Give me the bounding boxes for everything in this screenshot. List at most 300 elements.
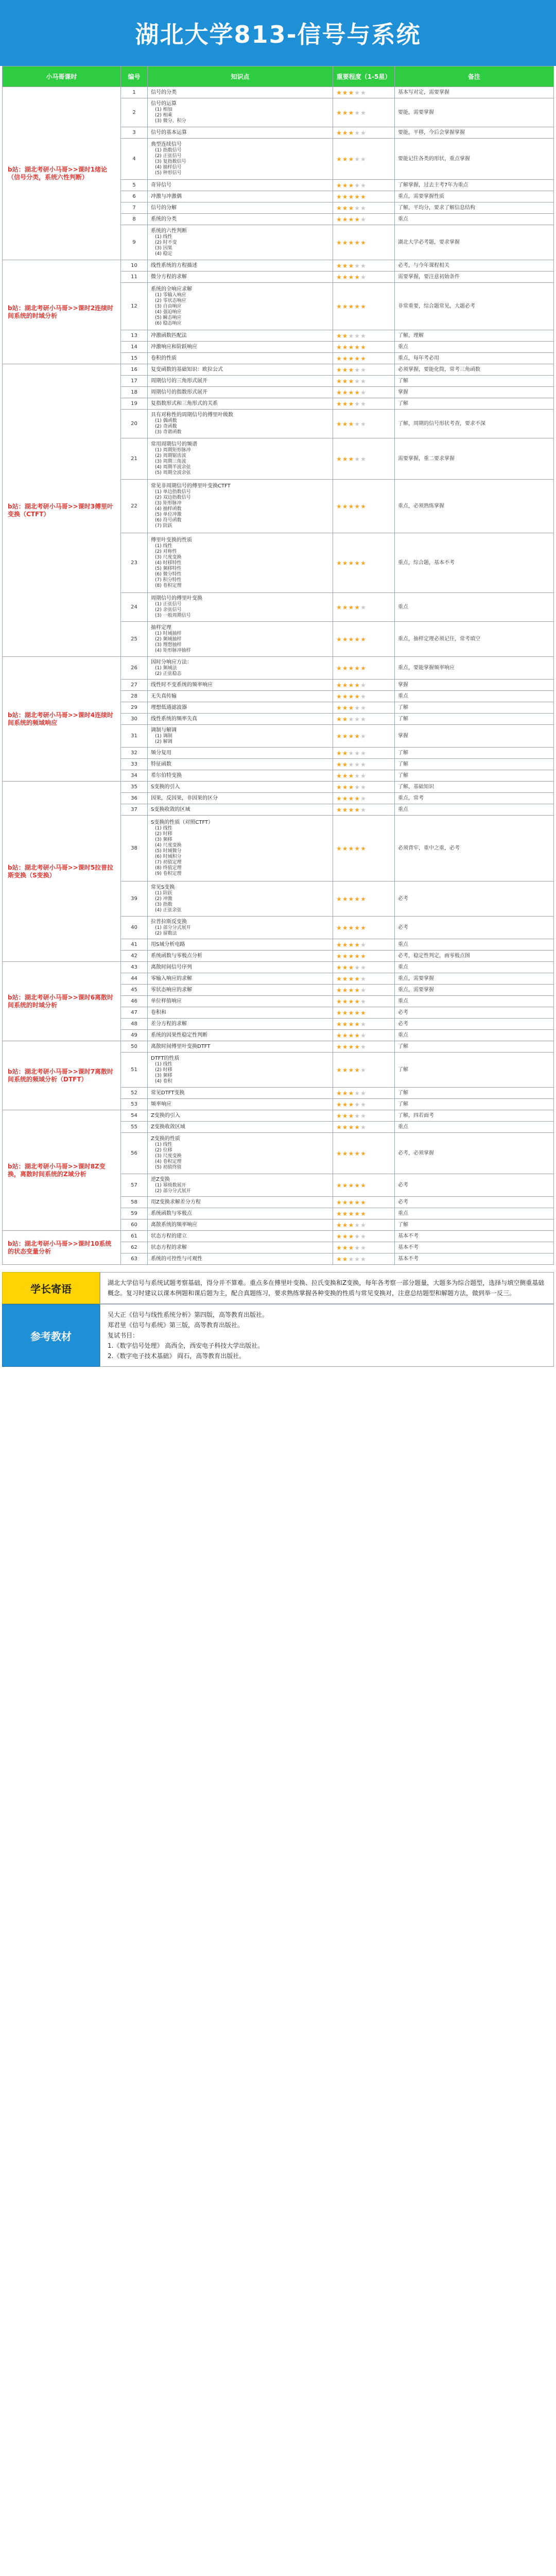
knowledge-point-subitem: (4) 时移特性 bbox=[155, 560, 182, 566]
header-importance: 重要程度（1-5星） bbox=[333, 66, 395, 87]
knowledge-point-subitem: (2) 频域抽样 bbox=[155, 636, 182, 642]
knowledge-point-title: 常用周期信号的频谱 bbox=[151, 442, 197, 447]
star-icon: ★ bbox=[336, 354, 342, 362]
star-icon: ★ bbox=[354, 388, 361, 396]
knowledge-point-subitem: (4) 抽样函数 bbox=[155, 506, 182, 512]
knowledge-point bbox=[148, 225, 333, 260]
star-icon: ★ bbox=[336, 181, 342, 189]
star-icon: ★ bbox=[336, 895, 342, 903]
star-icon: ★ bbox=[360, 1181, 367, 1189]
knowledge-point-title: 逆Z变换 bbox=[151, 1176, 170, 1182]
knowledge-point-title: 因果，反因果，非因果的区分 bbox=[151, 795, 218, 801]
knowledge-point bbox=[148, 330, 333, 342]
knowledge-point-title: 微分方程的求解 bbox=[151, 274, 187, 280]
star-icon: ★ bbox=[336, 732, 342, 740]
star-icon: ★ bbox=[336, 343, 342, 351]
row-number: 60 bbox=[121, 1219, 148, 1231]
knowledge-point bbox=[148, 962, 333, 973]
star-icon: ★ bbox=[348, 1221, 355, 1229]
star-icon: ★ bbox=[354, 354, 361, 362]
remark: 重点，要能掌握频率响应 bbox=[395, 657, 554, 680]
knowledge-point-title: Z变换的引入 bbox=[151, 1112, 180, 1118]
star-icon: ★ bbox=[360, 262, 367, 269]
star-icon: ★ bbox=[336, 635, 342, 643]
knowledge-point-title: 零输入响应的求解 bbox=[151, 975, 192, 981]
importance-stars bbox=[333, 962, 395, 973]
star-icon: ★ bbox=[360, 1009, 367, 1016]
knowledge-point-title: 卷积和 bbox=[151, 1009, 166, 1015]
knowledge-point-subitem: (2) 周期锯齿波 bbox=[155, 453, 186, 459]
star-icon: ★ bbox=[336, 1198, 342, 1206]
book-line: 2.《数字电子技术基础》 阎石，高等教育出版社。 bbox=[108, 1352, 246, 1360]
row-number: 7 bbox=[121, 202, 148, 214]
remark: 重点，需要掌握 bbox=[395, 985, 554, 996]
star-icon: ★ bbox=[342, 1089, 349, 1097]
star-icon: ★ bbox=[354, 1198, 361, 1206]
star-icon: ★ bbox=[354, 924, 361, 931]
knowledge-point-subitem: (4) 抽样信号 bbox=[155, 165, 182, 170]
star-icon: ★ bbox=[342, 664, 349, 672]
knowledge-point-title: 离散系统的频率响应 bbox=[151, 1222, 197, 1228]
knowledge-point-title: 系统的六性判断 bbox=[151, 228, 187, 234]
table-row bbox=[3, 87, 554, 98]
knowledge-point-subitem: (3) 一般周期信号 bbox=[155, 613, 191, 618]
knowledge-point-title: 常见非周期信号的傅里叶变换CTFT bbox=[151, 483, 231, 489]
knowledge-point bbox=[148, 1174, 333, 1197]
star-icon: ★ bbox=[342, 215, 349, 223]
star-icon: ★ bbox=[336, 997, 342, 1005]
star-icon: ★ bbox=[336, 941, 342, 948]
star-icon: ★ bbox=[354, 1031, 361, 1039]
star-icon: ★ bbox=[342, 455, 349, 463]
star-icon: ★ bbox=[336, 332, 342, 340]
knowledge-point-title: DTFT的性质 bbox=[151, 1055, 180, 1061]
star-icon: ★ bbox=[336, 806, 342, 814]
star-icon: ★ bbox=[348, 732, 355, 740]
star-icon: ★ bbox=[348, 1123, 355, 1131]
knowledge-point-subitem: (3) 自由响应 bbox=[155, 303, 182, 309]
remark: 掌握 bbox=[395, 680, 554, 691]
row-number: 12 bbox=[121, 283, 148, 330]
star-icon: ★ bbox=[336, 273, 342, 281]
knowledge-point bbox=[148, 816, 333, 882]
star-icon: ★ bbox=[360, 1244, 367, 1251]
knowledge-point bbox=[148, 272, 333, 283]
star-icon: ★ bbox=[336, 366, 342, 374]
star-icon: ★ bbox=[354, 806, 361, 814]
star-icon: ★ bbox=[354, 215, 361, 223]
knowledge-point-subitem: (4) 周期半波余弦 bbox=[155, 465, 191, 470]
star-icon: ★ bbox=[348, 1100, 355, 1108]
remark: 基本不考 bbox=[395, 1231, 554, 1242]
remark: 重点 bbox=[395, 1208, 554, 1219]
star-icon: ★ bbox=[360, 1221, 367, 1229]
row-number: 4 bbox=[121, 139, 148, 180]
knowledge-point-subitem: (3) 理想抽样 bbox=[155, 642, 182, 648]
knowledge-point bbox=[148, 376, 333, 387]
table-row bbox=[3, 260, 554, 272]
knowledge-point-subitem: (4) 卷积定理 bbox=[155, 1159, 182, 1164]
star-icon: ★ bbox=[342, 997, 349, 1005]
star-icon: ★ bbox=[342, 941, 349, 948]
star-icon: ★ bbox=[336, 1244, 342, 1251]
star-icon: ★ bbox=[342, 1031, 349, 1039]
knowledge-point-title: 系统的可控性与可观性 bbox=[151, 1256, 202, 1262]
section-lesson-label: b站：湖北考研小马哥>>课时1绪论（信号分类，系统六性判断） bbox=[3, 87, 121, 260]
star-icon: ★ bbox=[354, 975, 361, 982]
star-icon: ★ bbox=[354, 681, 361, 689]
row-number: 40 bbox=[121, 917, 148, 939]
knowledge-point bbox=[148, 1019, 333, 1030]
importance-stars bbox=[333, 680, 395, 691]
importance-stars bbox=[333, 1219, 395, 1231]
remark: 要能记住各类的形状，重点掌握 bbox=[395, 139, 554, 180]
remark: 必考 bbox=[395, 1007, 554, 1019]
knowledge-point-subitem: (1) 零输入响应 bbox=[155, 292, 186, 298]
importance-stars bbox=[333, 438, 395, 480]
importance-stars bbox=[333, 127, 395, 139]
star-icon: ★ bbox=[336, 1255, 342, 1263]
star-icon: ★ bbox=[360, 302, 367, 310]
knowledge-point-subitem: (5) 周期全波余弦 bbox=[155, 470, 191, 476]
importance-stars bbox=[333, 1041, 395, 1053]
knowledge-point-subitem: (1) 部分分式展开 bbox=[155, 925, 191, 930]
star-icon: ★ bbox=[342, 302, 349, 310]
importance-stars bbox=[333, 882, 395, 917]
row-number: 45 bbox=[121, 985, 148, 996]
knowledge-point-subitem: (8) 终值定理 bbox=[155, 866, 182, 871]
knowledge-point bbox=[148, 917, 333, 939]
section-lesson-label: b站：湖北考研小马哥>>课时2连续时间系统的时域分析 bbox=[3, 260, 121, 364]
star-icon: ★ bbox=[360, 1100, 367, 1108]
knowledge-point-subitem: (2) 正弦信号 bbox=[155, 154, 182, 159]
star-icon: ★ bbox=[336, 924, 342, 931]
star-icon: ★ bbox=[360, 109, 367, 116]
knowledge-point-title: 周期信号的指数形式展开 bbox=[151, 389, 207, 395]
remark: 了解掌握，过去主考7年为重点 bbox=[395, 180, 554, 191]
importance-stars bbox=[333, 353, 395, 364]
row-number: 14 bbox=[121, 342, 148, 353]
knowledge-point-subitem: (5) 钟形信号 bbox=[155, 171, 182, 176]
star-icon: ★ bbox=[348, 1066, 355, 1074]
star-icon: ★ bbox=[348, 262, 355, 269]
knowledge-point bbox=[148, 680, 333, 691]
star-icon: ★ bbox=[336, 1221, 342, 1229]
star-icon: ★ bbox=[348, 302, 355, 310]
knowledge-point-subitem: (8) 卷积定理 bbox=[155, 583, 182, 588]
star-icon: ★ bbox=[354, 204, 361, 212]
knowledge-point bbox=[148, 996, 333, 1007]
star-icon: ★ bbox=[348, 1089, 355, 1097]
row-number: 9 bbox=[121, 225, 148, 260]
star-icon: ★ bbox=[342, 354, 349, 362]
knowledge-point-title: 周期信号的三角形式展开 bbox=[151, 378, 207, 384]
star-icon: ★ bbox=[360, 273, 367, 281]
table-row bbox=[3, 364, 554, 376]
star-icon: ★ bbox=[348, 239, 355, 246]
knowledge-point bbox=[148, 1030, 333, 1041]
star-icon: ★ bbox=[360, 366, 367, 374]
star-icon: ★ bbox=[360, 772, 367, 779]
knowledge-point-title: 冲激函数匹配法 bbox=[151, 332, 187, 338]
knowledge-point bbox=[148, 1088, 333, 1099]
star-icon: ★ bbox=[360, 1043, 367, 1050]
star-icon: ★ bbox=[336, 681, 342, 689]
knowledge-point bbox=[148, 973, 333, 985]
importance-stars bbox=[333, 272, 395, 283]
star-icon: ★ bbox=[354, 895, 361, 903]
knowledge-point-title: 状态方程的建立 bbox=[151, 1233, 187, 1239]
star-icon: ★ bbox=[348, 193, 355, 200]
star-icon: ★ bbox=[354, 1149, 361, 1157]
importance-stars bbox=[333, 622, 395, 657]
importance-stars bbox=[333, 139, 395, 180]
row-number: 41 bbox=[121, 939, 148, 951]
star-icon: ★ bbox=[354, 963, 361, 971]
row-number: 46 bbox=[121, 996, 148, 1007]
knowledge-point-subitem: (2) 部分分式展开 bbox=[155, 1188, 191, 1194]
knowledge-point-title: 傅里叶变换的性质 bbox=[151, 537, 192, 543]
star-icon: ★ bbox=[342, 732, 349, 740]
star-icon: ★ bbox=[336, 193, 342, 200]
star-icon: ★ bbox=[348, 1244, 355, 1251]
star-icon: ★ bbox=[354, 692, 361, 700]
knowledge-point-subitem: (2) 时移 bbox=[155, 832, 172, 837]
star-icon: ★ bbox=[360, 455, 367, 463]
section-lesson-label: b站：湖北考研小马哥>>课时7离散时间系统的频域分析（DTFT） bbox=[3, 1041, 121, 1110]
remark: 基本不考 bbox=[395, 1253, 554, 1265]
row-number: 42 bbox=[121, 951, 148, 962]
remark: 了解 bbox=[395, 1088, 554, 1099]
knowledge-point-title: 系统的分类 bbox=[151, 216, 177, 222]
knowledge-point bbox=[148, 387, 333, 398]
star-icon: ★ bbox=[336, 1031, 342, 1039]
star-icon: ★ bbox=[336, 664, 342, 672]
star-icon: ★ bbox=[360, 377, 367, 385]
knowledge-point-title: 状态方程的求解 bbox=[151, 1244, 187, 1250]
knowledge-point bbox=[148, 759, 333, 770]
knowledge-point bbox=[148, 127, 333, 139]
knowledge-point-subitem: (1) 调制 bbox=[155, 733, 172, 739]
star-icon: ★ bbox=[354, 193, 361, 200]
row-number: 52 bbox=[121, 1088, 148, 1099]
knowledge-point-title: 信号的基本运算 bbox=[151, 129, 187, 135]
knowledge-point-subitem: (2) 对称性 bbox=[155, 549, 177, 554]
remark: 必考 bbox=[395, 1019, 554, 1030]
knowledge-point bbox=[148, 951, 333, 962]
star-icon: ★ bbox=[336, 704, 342, 711]
star-icon: ★ bbox=[342, 1043, 349, 1050]
star-icon: ★ bbox=[336, 302, 342, 310]
knowledge-point bbox=[148, 1007, 333, 1019]
row-number: 32 bbox=[121, 748, 148, 759]
importance-stars bbox=[333, 260, 395, 272]
header-knowledge-point: 知识点 bbox=[148, 66, 333, 87]
remark: 掌握 bbox=[395, 387, 554, 398]
star-icon: ★ bbox=[348, 204, 355, 212]
knowledge-point bbox=[148, 480, 333, 533]
knowledge-point bbox=[148, 1253, 333, 1265]
knowledge-point bbox=[148, 657, 333, 680]
star-icon: ★ bbox=[360, 941, 367, 948]
knowledge-point bbox=[148, 1122, 333, 1133]
star-icon: ★ bbox=[342, 895, 349, 903]
knowledge-point-title: 离散时间傅里叶变换DTFT bbox=[151, 1043, 211, 1049]
star-icon: ★ bbox=[360, 603, 367, 611]
star-icon: ★ bbox=[342, 1020, 349, 1028]
remark: 了解 bbox=[395, 1041, 554, 1053]
knowledge-point-subitem: (2) 时移 bbox=[155, 1067, 172, 1073]
remark: 必考 bbox=[395, 917, 554, 939]
star-icon: ★ bbox=[354, 109, 361, 116]
star-icon: ★ bbox=[342, 681, 349, 689]
row-number: 25 bbox=[121, 622, 148, 657]
row-number: 17 bbox=[121, 376, 148, 387]
star-icon: ★ bbox=[360, 844, 367, 852]
star-icon: ★ bbox=[354, 332, 361, 340]
importance-stars bbox=[333, 951, 395, 962]
importance-stars bbox=[333, 702, 395, 714]
star-icon: ★ bbox=[348, 783, 355, 791]
knowledge-point-subitem: (1) 相加 bbox=[155, 107, 172, 112]
importance-stars bbox=[333, 657, 395, 680]
star-icon: ★ bbox=[354, 400, 361, 408]
table-row bbox=[3, 782, 554, 793]
remark: 了解，周期的信号形状考查，要求不深 bbox=[395, 410, 554, 438]
section-lesson-label: b站：湖北考研小马哥>>课时3傅里叶变换（CTFT） bbox=[3, 364, 121, 657]
star-icon: ★ bbox=[354, 941, 361, 948]
star-icon: ★ bbox=[342, 559, 349, 567]
star-icon: ★ bbox=[342, 844, 349, 852]
knowledge-point bbox=[148, 202, 333, 214]
star-icon: ★ bbox=[342, 1232, 349, 1240]
remark: 重点，需要掌握性质 bbox=[395, 191, 554, 202]
star-icon: ★ bbox=[360, 400, 367, 408]
star-icon: ★ bbox=[354, 1244, 361, 1251]
knowledge-point-title: 常见DTFT变换 bbox=[151, 1090, 185, 1096]
row-number: 58 bbox=[121, 1197, 148, 1208]
knowledge-point-subitem: (2) 解调 bbox=[155, 739, 172, 744]
star-icon: ★ bbox=[348, 354, 355, 362]
star-icon: ★ bbox=[360, 635, 367, 643]
knowledge-point-title: 拉普拉斯反变换 bbox=[151, 919, 187, 925]
importance-stars bbox=[333, 1099, 395, 1110]
row-number: 50 bbox=[121, 1041, 148, 1053]
syllabus-table bbox=[2, 66, 554, 1265]
star-icon: ★ bbox=[348, 1031, 355, 1039]
knowledge-point-subitem: (7) 阶跃 bbox=[155, 523, 172, 529]
star-icon: ★ bbox=[360, 239, 367, 246]
star-icon: ★ bbox=[342, 760, 349, 768]
knowledge-point-subitem: (5) 初值终值 bbox=[155, 1165, 182, 1170]
knowledge-point-title: 调制与解调 bbox=[151, 727, 177, 733]
importance-stars bbox=[333, 759, 395, 770]
star-icon: ★ bbox=[354, 772, 361, 779]
knowledge-point-subitem: (4) 尺度变换 bbox=[155, 843, 182, 848]
star-icon: ★ bbox=[348, 806, 355, 814]
star-icon: ★ bbox=[360, 895, 367, 903]
table-row bbox=[3, 1110, 554, 1122]
remark: 了解 bbox=[395, 748, 554, 759]
knowledge-point-title: 差分方程的求解 bbox=[151, 1021, 187, 1027]
star-icon: ★ bbox=[360, 1149, 367, 1157]
importance-stars bbox=[333, 593, 395, 622]
star-icon: ★ bbox=[348, 895, 355, 903]
knowledge-point-subitem: (1) 阶跃 bbox=[155, 890, 172, 896]
remark: 重点 bbox=[395, 804, 554, 816]
book-line: 郑君里《信号与系统》第三版，高等教育出版社。 bbox=[108, 1321, 244, 1329]
remark: 需要掌握，重二要求掌握 bbox=[395, 438, 554, 480]
row-number: 11 bbox=[121, 272, 148, 283]
knowledge-point-subitem: (2) 零状态响应 bbox=[155, 298, 186, 303]
knowledge-point-subitem: (1) 单边指数信号 bbox=[155, 489, 191, 495]
star-icon: ★ bbox=[360, 1031, 367, 1039]
star-icon: ★ bbox=[342, 1255, 349, 1263]
knowledge-point-subitem: (3) 频移 bbox=[155, 837, 172, 842]
books-list bbox=[100, 1304, 554, 1367]
knowledge-point-subitem: (1) 时域抽样 bbox=[155, 631, 182, 636]
knowledge-point-subitem: (2) 正弦稳态 bbox=[155, 671, 182, 676]
knowledge-point-subitem: (6) 时域积分 bbox=[155, 854, 182, 859]
importance-stars bbox=[333, 398, 395, 410]
section-lesson-label: b站：湖北考研小马哥>>课时6离散时间系统的时域分析 bbox=[3, 962, 121, 1041]
star-icon: ★ bbox=[348, 1149, 355, 1157]
star-icon: ★ bbox=[348, 1232, 355, 1240]
star-icon: ★ bbox=[348, 89, 355, 96]
row-number: 59 bbox=[121, 1208, 148, 1219]
star-icon: ★ bbox=[342, 343, 349, 351]
star-icon: ★ bbox=[348, 1255, 355, 1263]
remark: 了解 bbox=[395, 1053, 554, 1088]
row-number: 15 bbox=[121, 353, 148, 364]
row-number: 48 bbox=[121, 1019, 148, 1030]
star-icon: ★ bbox=[354, 89, 361, 96]
knowledge-point-subitem: (3) 指数 bbox=[155, 902, 172, 907]
star-icon: ★ bbox=[354, 1210, 361, 1217]
knowledge-point-title: 周期信号的傅里叶变换 bbox=[151, 596, 202, 601]
knowledge-point-subitem: (5) 瞬态响应 bbox=[155, 315, 182, 320]
star-icon: ★ bbox=[342, 273, 349, 281]
star-icon: ★ bbox=[348, 844, 355, 852]
star-icon: ★ bbox=[342, 377, 349, 385]
knowledge-point-subitem: (3) 尺度变换 bbox=[155, 1154, 182, 1159]
star-icon: ★ bbox=[360, 1112, 367, 1120]
knowledge-point-subitem: (6) 符号函数 bbox=[155, 518, 182, 523]
row-number: 61 bbox=[121, 1231, 148, 1242]
star-icon: ★ bbox=[354, 715, 361, 723]
star-icon: ★ bbox=[348, 1198, 355, 1206]
knowledge-point-title: 卷积的性质 bbox=[151, 355, 177, 361]
knowledge-point-subitem: (3) 微分、积分 bbox=[155, 118, 186, 124]
row-number: 29 bbox=[121, 702, 148, 714]
knowledge-point-subitem: (2) 相乘 bbox=[155, 113, 172, 118]
table-row bbox=[3, 1231, 554, 1242]
star-icon: ★ bbox=[348, 1009, 355, 1016]
knowledge-point bbox=[148, 985, 333, 996]
knowledge-point-subitem: (1) 线性 bbox=[155, 234, 172, 240]
star-icon: ★ bbox=[360, 975, 367, 982]
row-number: 8 bbox=[121, 214, 148, 225]
importance-stars bbox=[333, 816, 395, 882]
star-icon: ★ bbox=[360, 715, 367, 723]
knowledge-point bbox=[148, 1110, 333, 1122]
star-icon: ★ bbox=[360, 692, 367, 700]
star-icon: ★ bbox=[336, 844, 342, 852]
star-icon: ★ bbox=[336, 388, 342, 396]
star-icon: ★ bbox=[348, 704, 355, 711]
row-number: 3 bbox=[121, 127, 148, 139]
row-number: 62 bbox=[121, 1242, 148, 1253]
